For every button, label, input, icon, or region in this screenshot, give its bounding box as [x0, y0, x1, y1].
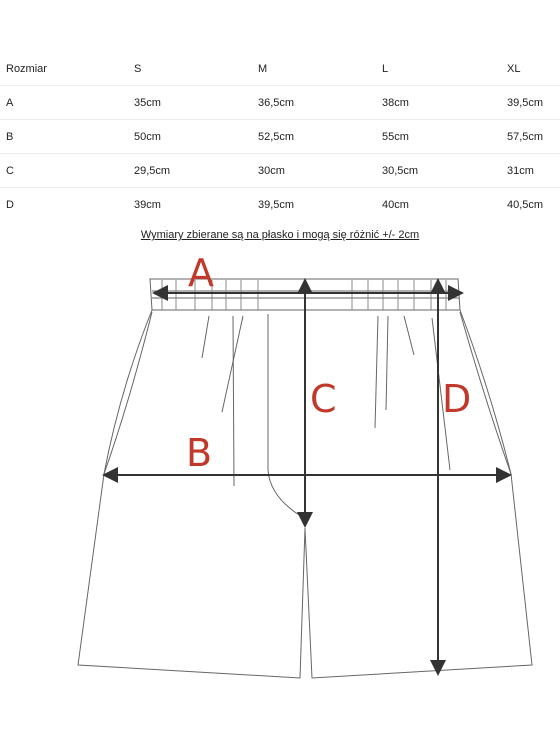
- table-cell: 39cm: [134, 188, 258, 222]
- table-cell: 36,5cm: [258, 86, 382, 120]
- header-l: L: [382, 62, 389, 75]
- header-s: S: [134, 62, 142, 75]
- table-cell: 31cm: [507, 154, 560, 188]
- table-cell: 40cm: [382, 188, 507, 222]
- label-c: C: [310, 377, 337, 421]
- row-label: B: [0, 120, 134, 154]
- table-cell: 52,5cm: [258, 120, 382, 154]
- row-label: C: [0, 154, 134, 188]
- header-m: M: [258, 62, 268, 75]
- header-xl: XL: [507, 62, 521, 75]
- row-label: A: [0, 86, 134, 120]
- label-a: A: [188, 251, 214, 295]
- table-cell: 30cm: [258, 154, 382, 188]
- label-b: B: [186, 431, 213, 475]
- table-cell: 50cm: [134, 120, 258, 154]
- table-cell: 40,5cm: [507, 188, 560, 222]
- table-cell: 38cm: [382, 86, 507, 120]
- row-label: D: [0, 188, 134, 222]
- measurement-arrows: [106, 282, 508, 672]
- table-cell: 30,5cm: [382, 154, 507, 188]
- table-cell: 57,5cm: [507, 120, 560, 154]
- measurement-note: Wymiary zbierane są na płasko i mogą się różnić +/- 2cm: [140, 229, 420, 241]
- table-cell: 39,5cm: [507, 86, 560, 120]
- table-cell: 39,5cm: [258, 188, 382, 222]
- table-cell: 29,5cm: [134, 154, 258, 188]
- header-size: Rozmiar: [6, 62, 47, 75]
- label-d: D: [442, 377, 472, 421]
- table-cell: 55cm: [382, 120, 507, 154]
- table-cell: 35cm: [134, 86, 258, 120]
